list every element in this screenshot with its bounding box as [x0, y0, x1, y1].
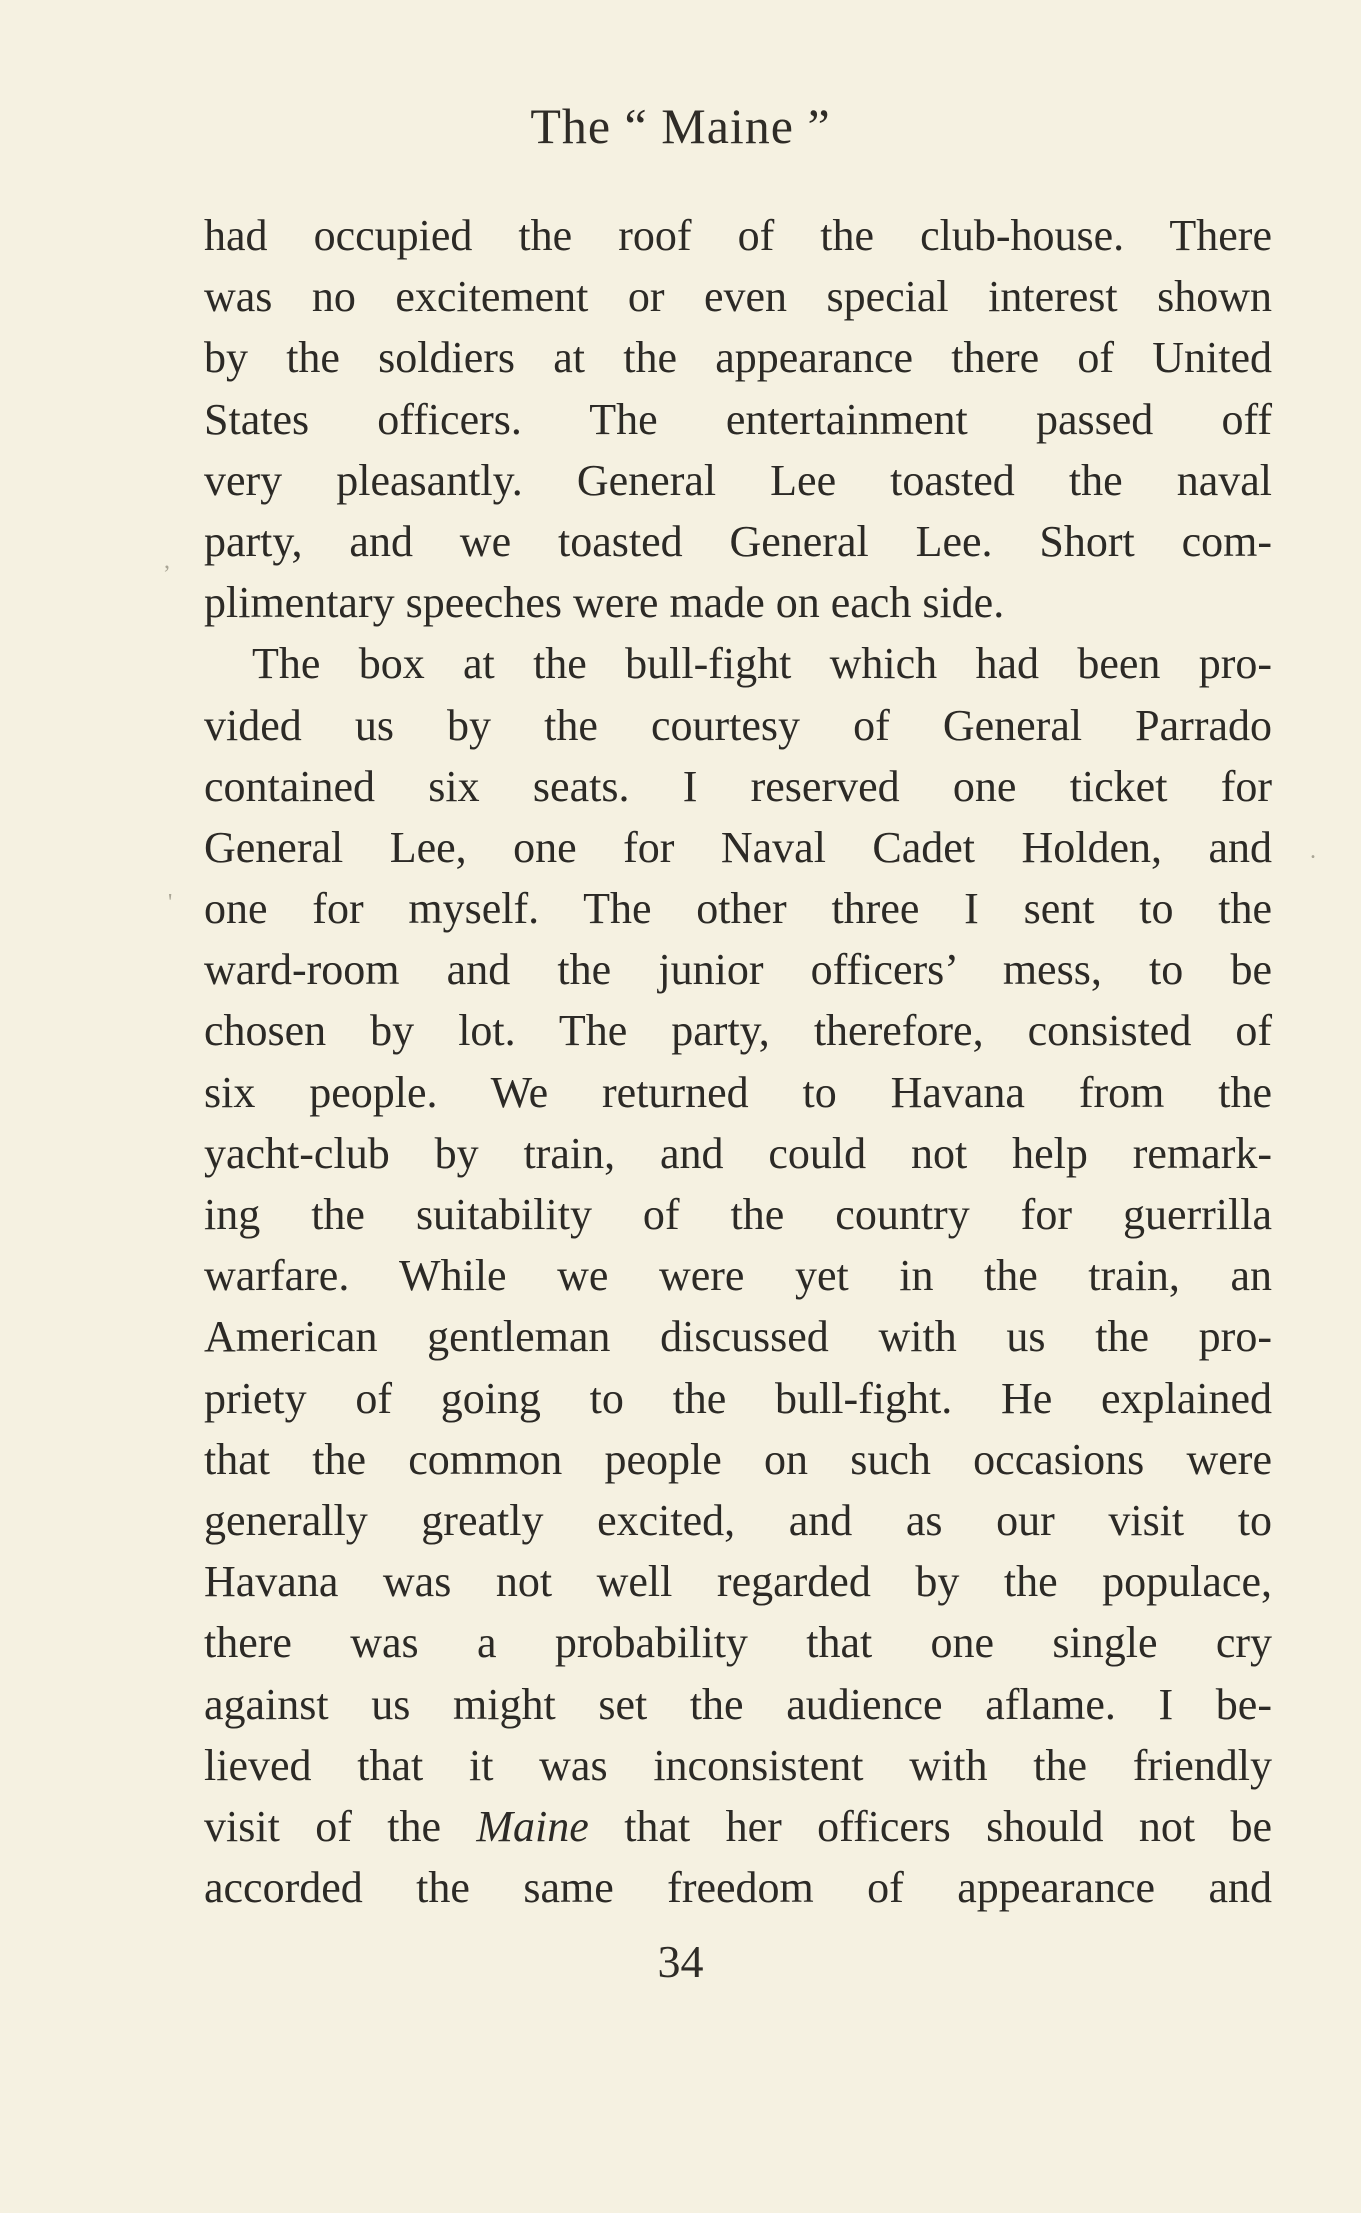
- ship-name-italic: Maine: [476, 1801, 589, 1851]
- page-number: 34: [657, 1936, 704, 1987]
- text-line: The box at the bull-fight which had been pro-: [252, 639, 1272, 689]
- text-line: that the common people on such occasions were: [204, 1434, 1272, 1484]
- text-line: accorded the same freedom of appearance and: [204, 1863, 1272, 1913]
- text-line: had occupied the roof of the club-house. There: [204, 211, 1272, 260]
- text-line: generally greatly excited, and as our visit to: [204, 1495, 1272, 1545]
- text-line: ing the suitability of the country for guerrilla: [204, 1190, 1272, 1239]
- margin-speck: ,: [164, 548, 170, 574]
- text-line: Havana was not well regarded by the populace,: [204, 1557, 1272, 1607]
- text-line: warfare. While we were yet in the train, an: [204, 1251, 1272, 1301]
- text-line: six people. We returned to Havana from the: [204, 1067, 1272, 1117]
- text-line-with-italic: [204, 1796, 1272, 1857]
- text-segment: visit of the: [204, 1801, 477, 1851]
- text-line: American gentleman discussed with us the pro-: [204, 1312, 1272, 1362]
- text-line: plimentary speeches were made on each side.: [204, 578, 1005, 628]
- margin-speck: .: [1310, 838, 1316, 864]
- text-line: there was a probability that one single cry: [204, 1618, 1272, 1668]
- text-line: lieved that it was inconsistent with the friendly: [204, 1740, 1272, 1790]
- text-line: by the soldiers at the appearance there of United: [204, 333, 1272, 383]
- text-segment: that her officers should not be: [588, 1801, 1272, 1851]
- body-text: [204, 205, 1272, 1918]
- margin-speck: ': [168, 890, 173, 916]
- text-line: very pleasantly. General Lee toasted the naval: [204, 455, 1272, 505]
- text-line: against us might set the audience aflame. I be-: [204, 1679, 1272, 1729]
- running-head: The “ Maine ”: [530, 98, 831, 154]
- text-line: General Lee, one for Naval Cadet Holden, and: [204, 822, 1272, 872]
- text-line: one for myself. The other three I sent to the: [204, 884, 1272, 934]
- text-line: States officers. The entertainment passed off: [204, 394, 1272, 444]
- text-line: yacht-club by train, and could not help remark-: [204, 1128, 1272, 1178]
- text-line: was no excitement or even special interest shown: [204, 272, 1272, 322]
- text-line: chosen by lot. The party, therefore, consisted of: [204, 1006, 1272, 1056]
- text-line: vided us by the courtesy of General Parrado: [204, 700, 1272, 750]
- text-line: party, and we toasted General Lee. Short com-: [204, 516, 1272, 566]
- text-line: priety of going to the bull-fight. He explained: [204, 1373, 1272, 1423]
- text-line: ward-room and the junior officers’ mess, to be: [204, 945, 1272, 995]
- text-line: contained six seats. I reserved one ticket for: [204, 761, 1272, 811]
